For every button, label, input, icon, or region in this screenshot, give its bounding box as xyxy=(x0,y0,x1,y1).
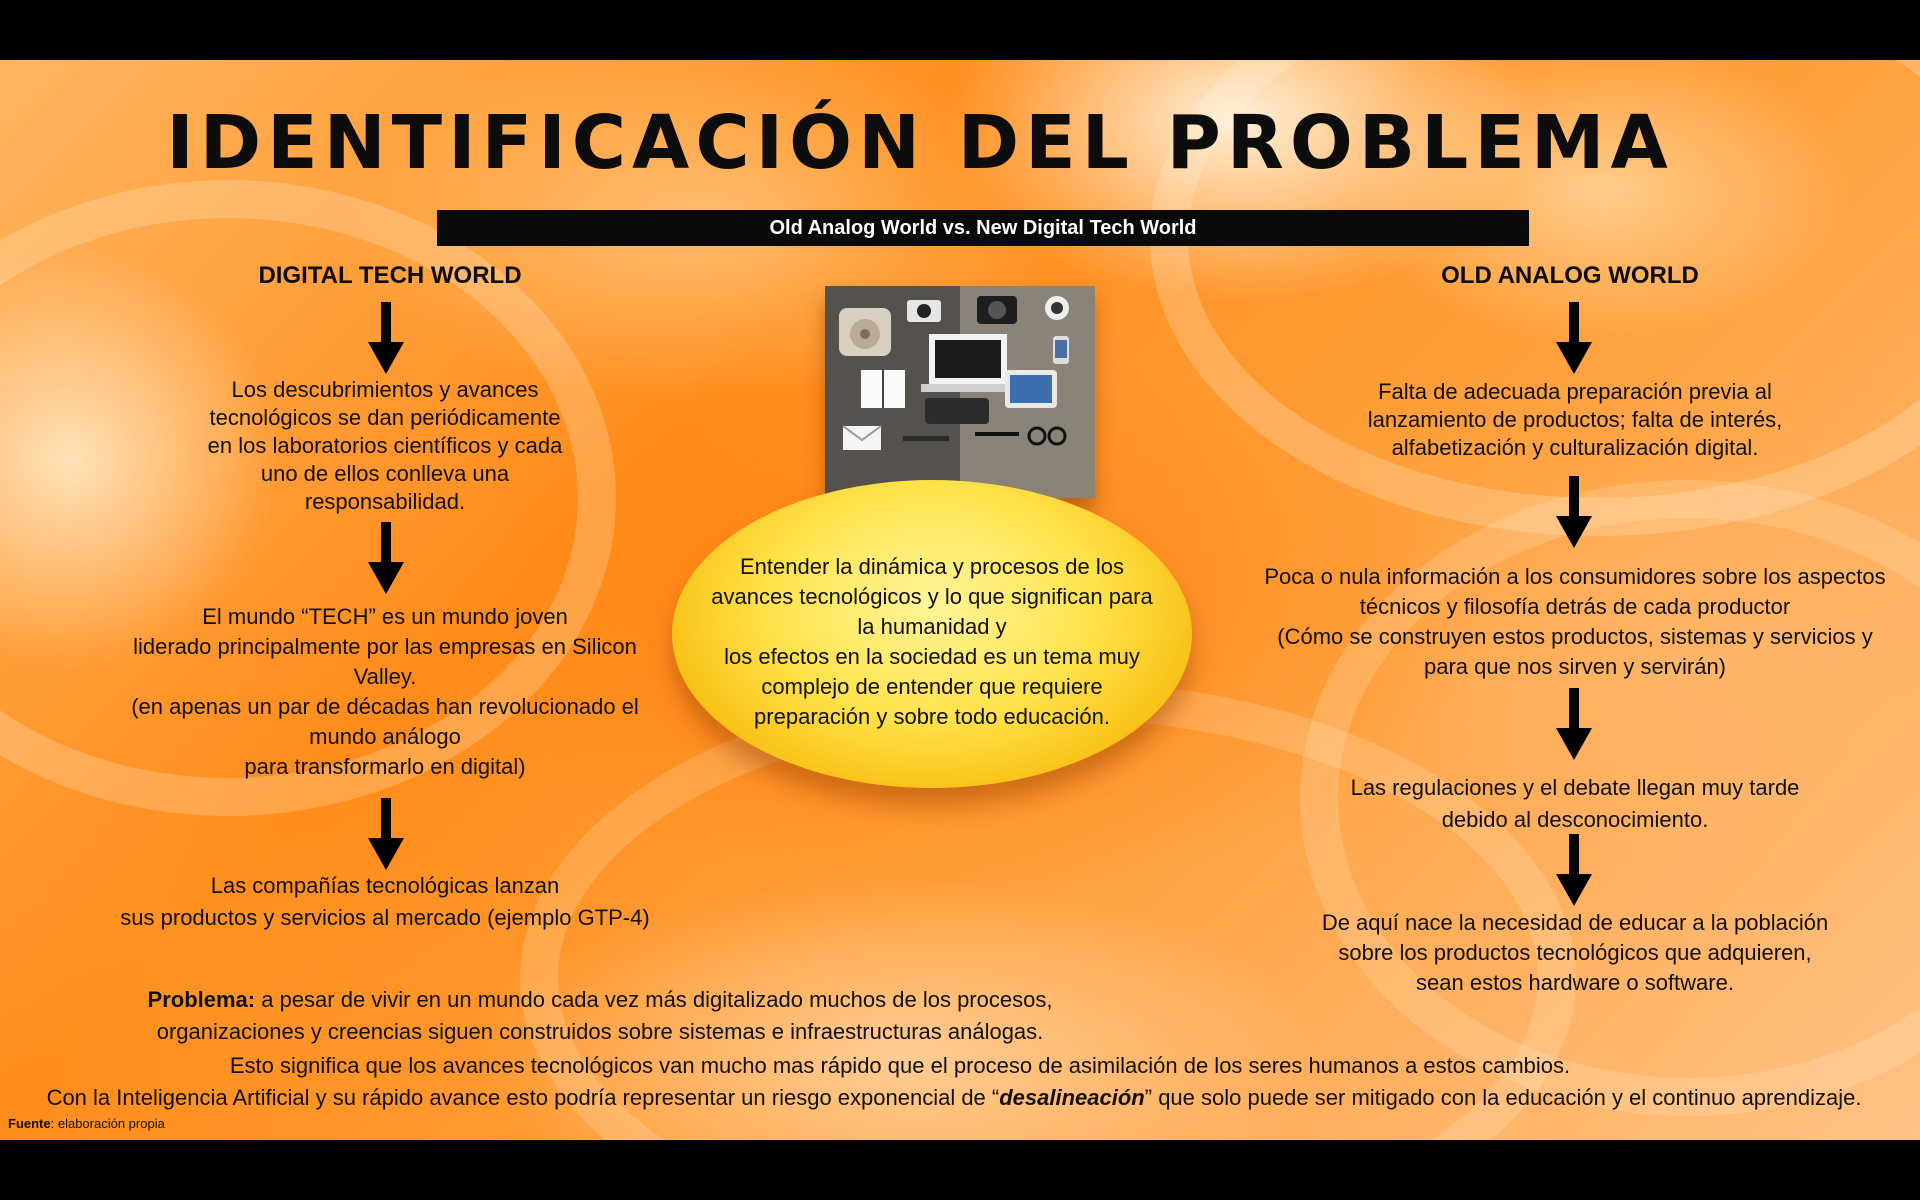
left-heading: DIGITAL TECH WORLD xyxy=(258,262,522,289)
down-arrow-icon xyxy=(366,798,406,870)
pen-icon xyxy=(975,432,1019,436)
source-note: Fuente: elaboración propia xyxy=(8,1116,165,1131)
problem-label: Problema: xyxy=(147,987,256,1012)
problem-statement-line-1: Problema: a pesar de vivir en un mundo cada vez más digitalizado muchos de los procesos, xyxy=(147,987,1053,1012)
laptop-icon xyxy=(921,334,1015,392)
down-arrow-icon xyxy=(1554,302,1594,374)
right-box-3: Las regulaciones y el debate llegan muy tarde debido al desconocimiento. xyxy=(1350,775,1800,832)
camera-icon xyxy=(907,300,941,322)
down-arrow-icon xyxy=(1554,688,1594,760)
right-box-2: Poca o nula información a los consumidores sobre los aspectos técnicos y filosofía detrás de cada productor (Cómo se construyen estos productos, sistemas y servicios y para que nos sirven y servirán) xyxy=(1264,564,1886,679)
tablet-icon xyxy=(1005,370,1057,408)
phone-icon xyxy=(1053,336,1069,364)
problem-statement-line-2: organizaciones y creencias siguen construidos sobre sistemas e infraestructuras análogas. xyxy=(156,1019,1044,1044)
right-heading: OLD ANALOG WORLD xyxy=(1441,262,1699,289)
notebook-icon xyxy=(861,370,905,408)
down-arrow-icon xyxy=(366,302,406,374)
glasses-icon xyxy=(1029,428,1065,444)
down-arrow-icon xyxy=(1554,476,1594,548)
right-box-4: De aquí nace la necesidad de educar a la población sobre los productos tecnológicos que adquieren, sean estos hardware o software. xyxy=(1321,910,1829,995)
left-box-2: El mundo “TECH” es un mundo joven liderado principalmente por las empresas en Silicon Valley. (en apenas un par de décadas han revolucionado el mundo análogo para transformarlo en digital) xyxy=(131,604,639,779)
left-box-1: Los descubrimientos y avances tecnológicos se dan periódicamente en los laboratorios científicos y cada uno de ellos conlleva una responsabilidad. xyxy=(207,377,563,514)
summary-line: Esto significa que los avances tecnológicos van mucho mas rápido que el proceso de asimilación de los seres humanos a estos cambios. xyxy=(229,1053,1571,1078)
analog-vs-digital-photo xyxy=(825,286,1095,498)
infographic-canvas xyxy=(0,60,1920,1140)
page-title: IDENTIFICACIÓN DEL PROBLEMA xyxy=(166,100,1674,186)
typewriter-keyboard-icon xyxy=(925,398,989,424)
left-box-3: Las compañías tecnológicas lanzan sus productos y servicios al mercado (ejemplo GTP-4) xyxy=(120,873,650,930)
central-idea-text: Entender la dinámica y procesos de los avances tecnológicos y lo que significan para la humanidad y los efectos en la sociedad es un tema muy complejo de entender que requiere preparación y sobre todo educación. xyxy=(711,554,1153,729)
right-box-1: Falta de adecuada preparación previa al lanzamiento de productos; falta de interés, alfabetización y culturalización digital. xyxy=(1367,379,1783,460)
lens-icon xyxy=(1045,296,1069,320)
emphasis-desalineacion: desalineación xyxy=(999,1085,1145,1110)
down-arrow-icon xyxy=(366,522,406,594)
down-arrow-icon xyxy=(1554,834,1594,906)
envelope-icon xyxy=(843,426,881,450)
ai-risk-line: Con la Inteligencia Artificial y su rápido avance esto podría representar un riesgo exponencial de “desalineación” que solo puede ser mitigado con la educación y el continuo aprendizaje. xyxy=(46,1085,1862,1110)
camera-icon xyxy=(977,296,1017,324)
pencil-icon xyxy=(903,436,949,441)
rotary-phone-icon xyxy=(839,308,891,356)
subtitle-bar: Old Analog World vs. New Digital Tech World xyxy=(437,210,1529,246)
